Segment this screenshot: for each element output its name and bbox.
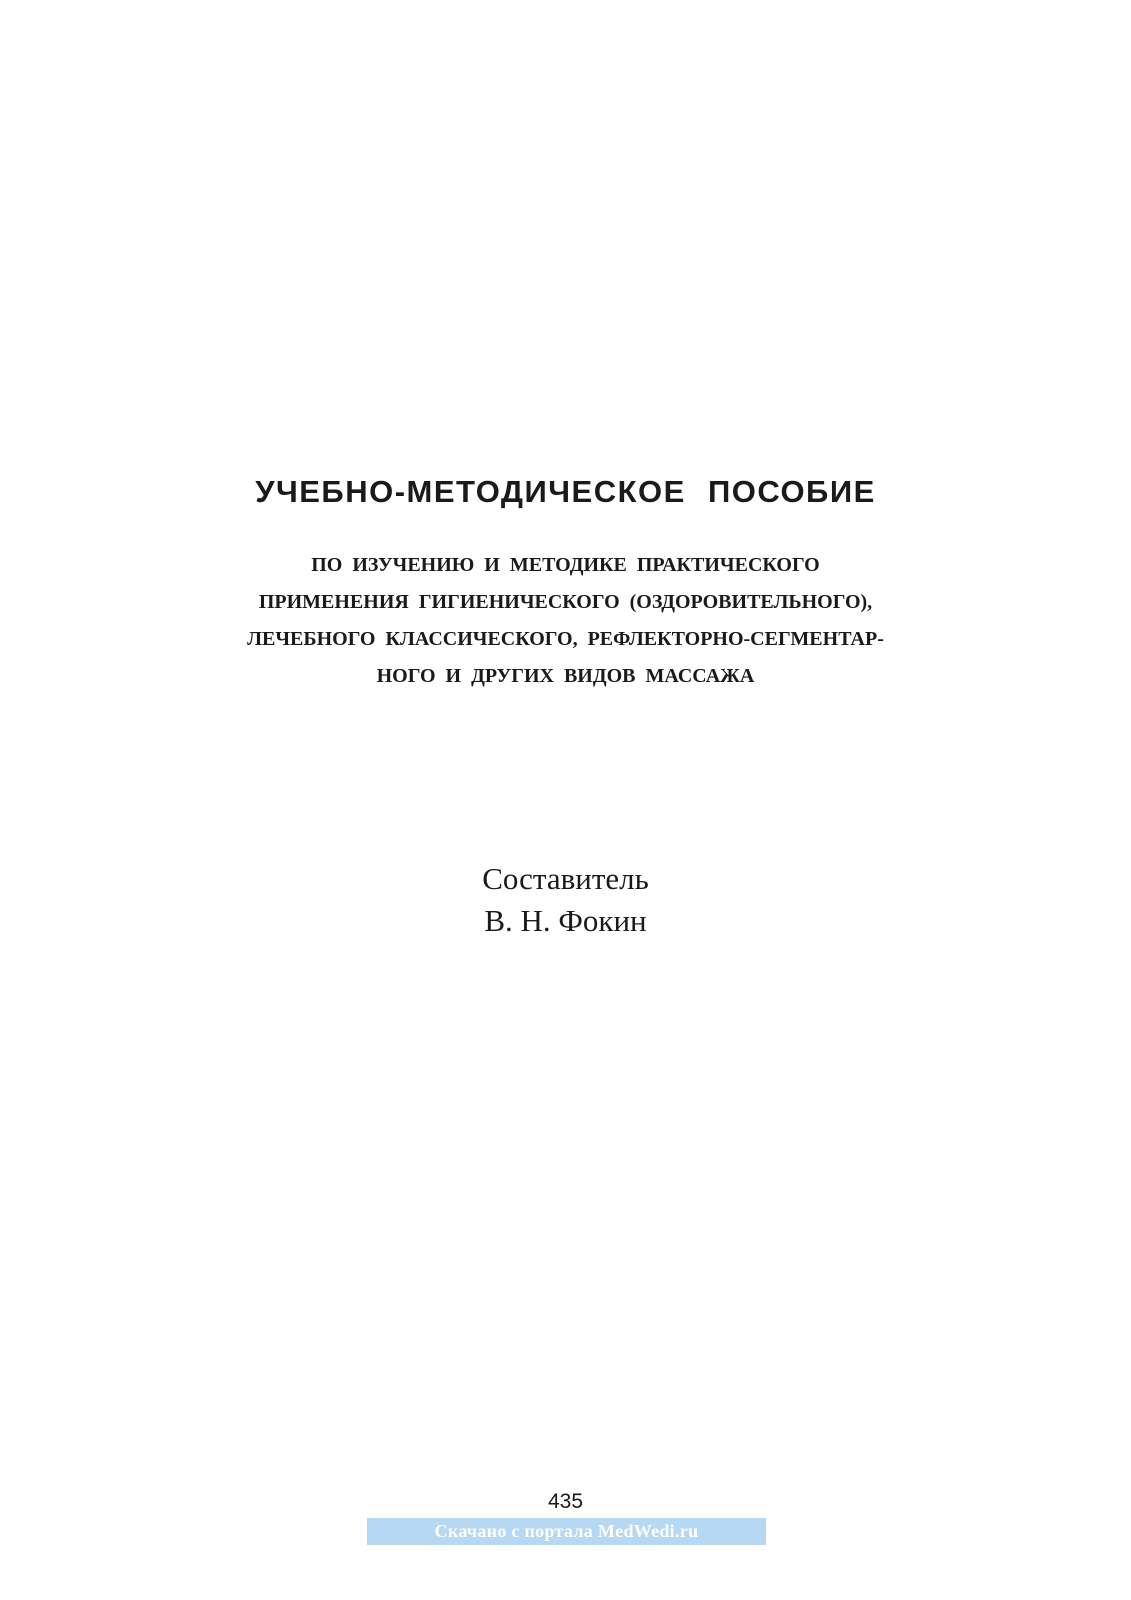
page-title: УЧЕБНО-МЕТОДИЧЕСКОЕ ПОСОБИЕ [255,474,876,509]
compiler-block [0,858,1131,942]
compiler-name: В. Н. Фокин [484,903,647,938]
compiler-label: Составитель [482,861,649,896]
subtitle-line-3: ЛЕЧЕБНОГО КЛАССИЧЕСКОГО, РЕФЛЕКТОРНО-СЕГМЕНТАР- [247,628,884,650]
subtitle-block [0,547,1131,695]
page-number: 435 [547,1490,584,1513]
subtitle-line-4: НОГО И ДРУГИХ ВИДОВ МАССАЖА [376,665,755,687]
subtitle-line-1: ПО ИЗУЧЕНИЮ И МЕТОДИКЕ ПРАКТИЧЕСКОГО [311,554,820,576]
download-watermark-banner: Скачано с портала MedWedi.ru [367,1518,766,1545]
subtitle-line-2: ПРИМЕНЕНИЯ ГИГИЕНИЧЕСКОГО (ОЗДОРОВИТЕЛЬНОГО), [258,591,873,613]
